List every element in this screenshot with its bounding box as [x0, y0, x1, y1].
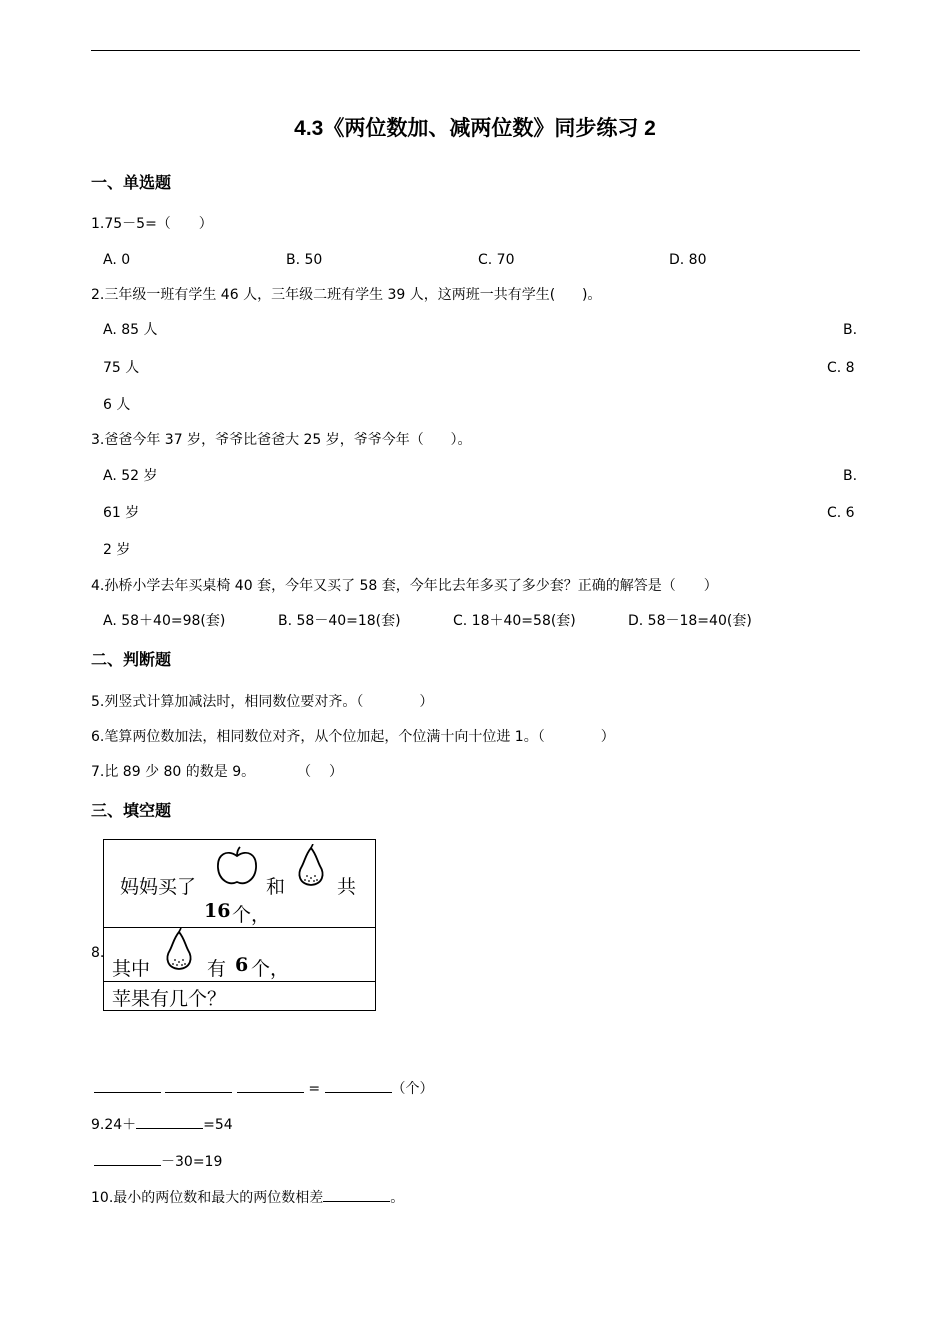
question-10-blank[interactable] — [323, 1187, 390, 1202]
apple-icon — [215, 846, 259, 888]
question-10-prefix: 10.最小的两位数和最大的两位数相差 — [91, 1190, 324, 1206]
question-3-option-c-text: 2 岁 — [103, 542, 131, 558]
question-9-line-2 — [94, 1151, 222, 1171]
question-7-stem: 7.比 89 少 80 的数是 9。 （ ） — [91, 764, 343, 780]
question-2-option-c-label[interactable]: C. 8 — [827, 360, 855, 376]
question-2-option-a[interactable]: A. 85 人 — [103, 322, 158, 338]
pear-icon — [295, 844, 327, 888]
figure-text-and: 和 — [266, 876, 286, 898]
figure-text-units-2: 个， — [251, 958, 290, 980]
question-2-option-c-text: 6 人 — [103, 397, 131, 413]
question-1-option-c[interactable]: C. 70 — [478, 252, 515, 268]
question-9-prefix: 9.24＋ — [91, 1117, 137, 1133]
question-3-stem: 3.爸爸今年 37 岁，爷爷比爸爸大 25 岁，爷爷今年（ ）。 — [91, 432, 472, 448]
question-3-option-b-text: 61 岁 — [103, 505, 140, 521]
figure-number-total: 16 — [204, 900, 231, 922]
figure-text-total: 共 — [337, 876, 357, 898]
answer-unit: （个） — [391, 1081, 434, 1097]
question-9-suffix: =54 — [203, 1117, 233, 1133]
question-9-blank-1[interactable] — [136, 1114, 203, 1129]
figure-row-2 — [104, 928, 375, 982]
question-2-stem: 2.三年级一班有学生 46 人，三年级二班有学生 39 人，这两班一共有学生( )。 — [91, 287, 602, 303]
section-heading-single-choice: 一、单选题 — [91, 173, 172, 192]
question-5-stem: 5.列竖式计算加减法时，相同数位要对齐。（ ） — [91, 694, 434, 710]
question-8-answer-line — [94, 1078, 434, 1098]
question-9-line-1 — [91, 1114, 233, 1134]
section-heading-fill-in: 三、填空题 — [91, 801, 172, 820]
figure-number-pears: 6 — [235, 954, 249, 976]
section-heading-true-false: 二、判断题 — [91, 650, 172, 669]
question-8-figure — [103, 839, 376, 1011]
question-8-number: 8. — [91, 945, 105, 961]
figure-text-mom-bought: 妈妈买了 — [120, 876, 197, 898]
question-4-option-a[interactable]: A. 58＋40=98(套) — [103, 613, 226, 629]
question-1-option-d[interactable]: D. 80 — [669, 252, 707, 268]
answer-blank-4[interactable] — [325, 1078, 392, 1093]
question-3-option-a[interactable]: A. 52 岁 — [103, 468, 158, 484]
question-4-stem: 4.孙桥小学去年买桌椅 40 套，今年又买了 58 套，今年比去年多买了多少套？正确的解答是（ ） — [91, 578, 718, 594]
answer-blank-1[interactable] — [94, 1078, 161, 1093]
answer-blank-2[interactable] — [165, 1078, 232, 1093]
figure-row-3 — [104, 982, 375, 1010]
page-title: 4.3《两位数加、减两位数》同步练习 2 — [294, 117, 656, 140]
question-4-option-d[interactable]: D. 58－18=40(套) — [628, 613, 752, 629]
figure-text-question: 苹果有几个？ — [112, 988, 227, 1010]
answer-blank-3[interactable] — [237, 1078, 304, 1093]
header-rule — [91, 50, 860, 51]
question-2-option-b-text: 75 人 — [103, 360, 140, 376]
question-1-option-a[interactable]: A. 0 — [103, 252, 131, 268]
question-3-option-c-label[interactable]: C. 6 — [827, 505, 855, 521]
figure-text-units: 个， — [232, 904, 271, 926]
figure-text-has: 有 — [207, 958, 227, 980]
question-6-stem: 6.笔算两位数加法，相同数位对齐，从个位加起，个位满十向十位进 1。（ ） — [91, 729, 615, 745]
question-9-blank-2[interactable] — [94, 1151, 161, 1166]
answer-equals: = — [308, 1081, 321, 1097]
figure-row-1 — [104, 840, 375, 928]
question-10-line — [91, 1187, 404, 1207]
question-3-option-b-label[interactable]: B. — [843, 468, 858, 484]
question-10-suffix: 。 — [390, 1190, 405, 1206]
question-2-option-b-label[interactable]: B. — [843, 322, 858, 338]
question-4-option-b[interactable]: B. 58－40=18(套) — [278, 613, 401, 629]
question-9-line2-suffix: －30=19 — [161, 1154, 223, 1170]
figure-text-among: 其中 — [112, 958, 151, 980]
pear-icon — [163, 928, 195, 972]
question-1-stem: 1.75－5=（ ） — [91, 216, 213, 232]
question-4-option-c[interactable]: C. 18＋40=58(套) — [453, 613, 576, 629]
question-1-option-b[interactable]: B. 50 — [286, 252, 323, 268]
